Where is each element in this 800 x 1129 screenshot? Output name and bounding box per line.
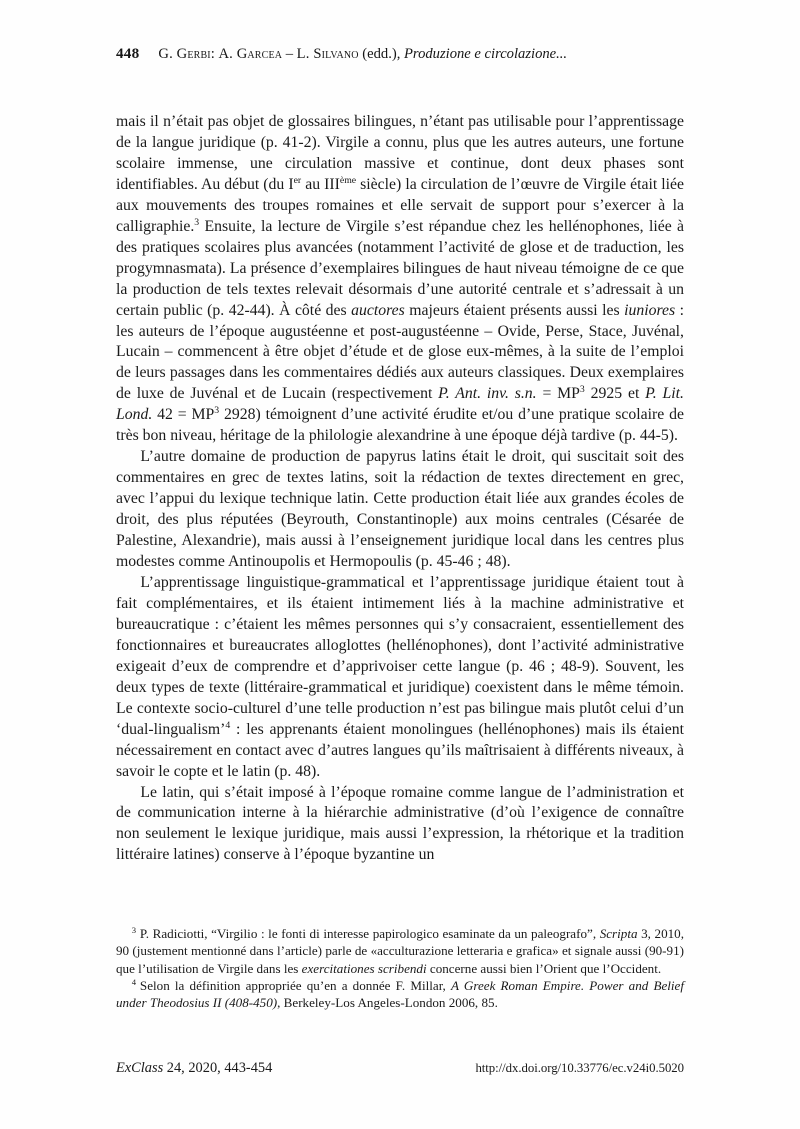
footer-doi[interactable]: http://dx.doi.org/10.33776/ec.v24i0.5020 <box>475 1061 684 1075</box>
body-paragraph <box>116 573 684 783</box>
text-run: 2928) témoignent d’une activité érudite et/ou d’une pratique scolaire de très bon niveau, héritage de la philologie alexandrine à une époque déjà tardive (p. 44-5). <box>116 406 684 445</box>
superscript-run: 3 <box>579 384 585 396</box>
superscript-run: 3 <box>194 216 200 228</box>
running-head-editor-1: A. Garcea <box>218 46 283 62</box>
italic-run: P. Ant. inv. s.n. <box>438 385 537 403</box>
text-run: : les apprenants étaient monolingues (hellénophones) mais ils étaient nécessairement en contact avec d’autres langues qu’ils maîtrisaient à différents niveaux, à savoir le copte et le latin (p. 48). <box>116 720 684 780</box>
running-head <box>116 44 684 64</box>
running-head-edd: (edd.), <box>358 46 405 62</box>
italic-run: P. Lit. Lond. <box>116 385 684 424</box>
running-head-dash: – <box>282 46 297 62</box>
text-run: Selon la définition appropriée qu’en a donnée F. Millar, <box>139 977 451 993</box>
page-number: 448 <box>116 45 140 62</box>
italic-run: Scripta <box>599 926 638 941</box>
italic-run: auctores <box>351 301 405 319</box>
footnote-marker: 3 <box>131 924 137 935</box>
italic-run: exercitationes scribendi <box>301 960 427 976</box>
journal-issue: 24, 2020, 443-454 <box>163 1060 273 1076</box>
footer-citation <box>116 1060 272 1077</box>
text-run: , Berkeley-Los Angeles-London 2006, 85. <box>277 995 498 1011</box>
running-head-editor-2: L. Silvano <box>296 46 359 62</box>
body-text <box>116 112 684 866</box>
text-run: 42 = MP <box>152 406 215 424</box>
body-paragraph <box>116 112 684 447</box>
italic-run: iuniores <box>624 301 676 319</box>
text-run: majeurs étaient présents aussi les <box>404 301 625 319</box>
footnote-entry <box>116 925 684 977</box>
text-run: au III <box>301 175 340 193</box>
journal-name: ExClass <box>116 1060 164 1076</box>
running-head-work-title: Produzione e circolazione... <box>404 46 568 62</box>
text-run: L’autre domaine de production de papyrus latins était le droit, qui suscitait soit des commentaires en grec de textes latins, soit la rédaction de textes directement en grec, avec l’appui du lexique technique latin. Cette production était liée aux grandes écoles de droit, des plus réputées (Beyrouth, Constantinople) aux moins centrales (Césarée de Palestine, Alexandrie), mais aussi à l’enseignement juridique local dans les centres plus modestes comme Antinoupolis et Hermopoulis (p. 45-46 ; 48). <box>116 448 684 571</box>
body-paragraph <box>116 447 684 573</box>
footnotes-block <box>116 925 684 1011</box>
text-run: siècle) la circulation de l’œuvre de Virgile était liée aux mouvements des troupes romaines et elle servait de support pour s’exercer à la calligraphie. <box>116 175 684 235</box>
footnote-entry <box>116 977 684 1012</box>
page-footer <box>116 1060 684 1077</box>
italic-run: A Greek Roman Empire. Power and Belief under Theodosius II (408-450) <box>116 977 684 1011</box>
text-run: 3, 2010, 90 (justement mentionné dans l’article) parle de «acculturazione letteraria e grafica» et signale aussi (90-91) que l’utilisation de Virgile dans les <box>116 926 684 976</box>
superscript-run: ème <box>339 174 357 186</box>
text-run: 2925 et <box>584 385 646 403</box>
running-head-separator: : <box>210 46 219 62</box>
superscript-run: 4 <box>225 719 231 731</box>
running-head-author: G. Gerbi <box>158 46 211 62</box>
text-run: Le latin, qui s’était imposé à l’époque romaine comme langue de l’administration et de communication interne à la hiérarchie administrative (d’où l’exigence de connaître non seulement le lexique juridique, mais aussi l’expression, la rhétorique et la tradition littéraire latines) conserve à l’époque byzantine un <box>116 783 684 864</box>
text-run: mais il n’était pas objet de glossaires bilingues, n’étant pas utilisable pour l’apprentissage de la langue juridique (p. 41-2). Virgile a connu, plus que les autres auteurs, une fortune scolaire immense, une circulation massive et continue, dont deux phases sont identifiables. Au début (du I <box>116 113 684 193</box>
superscript-run: er <box>293 174 302 186</box>
superscript-run: 3 <box>214 405 220 417</box>
text-run: concerne aussi bien l’Orient que l’Occident. <box>426 960 662 976</box>
text-run: = MP <box>536 385 580 403</box>
text-run: P. Radiciotti, “Virgilio : le fonti di interesse papirologico esaminate da un paleografo”, <box>139 926 600 941</box>
body-paragraph <box>116 783 684 867</box>
footnote-marker: 4 <box>131 976 137 987</box>
text-run: L’apprentissage linguistique-grammatical et l’apprentissage juridique étaient tout à fait complémentaires, et ils étaient intimement liés à la machine administrative et bureaucratique : c’étaient les mêmes personnes qui s’y consacraient, essentiellement des fonctionnaires et bureaucrates alloglottes (hellénophones), dont l’activité administrative exigeait d’eux de comprendre et d’apprivoiser cette langue (p. 46 ; 48-9). Souvent, les deux types de texte (littéraire-grammatical et juridique) coexistent dans le même témoin. Le contexte socio-culturel d’une telle production n’est pas bilingue mais plutôt celui d’un ‘dual-lingualism’ <box>116 573 684 738</box>
text-run: : les auteurs de l’époque augustéenne et post-augustéenne – Ovide, Perse, Stace, Juvénal, Lucain – commencent à être objet d’étude et de glose eux-mêmes, à la suite de l’emploi de leurs passages dans les commentaires dédiés aux auteurs classiques. Deux exemplaires de luxe de Juvénal et de Lucain (respectivement <box>116 301 684 403</box>
text-run: Ensuite, la lecture de Virgile s’est répandue chez les hellénophones, liée à des pratiques scolaires plus avancées (notamment l’activité de glose et de traduction, les progymnasmata). La présence d’exemplaires bilingues de haut niveau témoigne de ce que la production de tels textes relevait désormais d’une autorité centrale et s’adressait à un certain public (p. 42-44). À côté des <box>116 217 684 319</box>
